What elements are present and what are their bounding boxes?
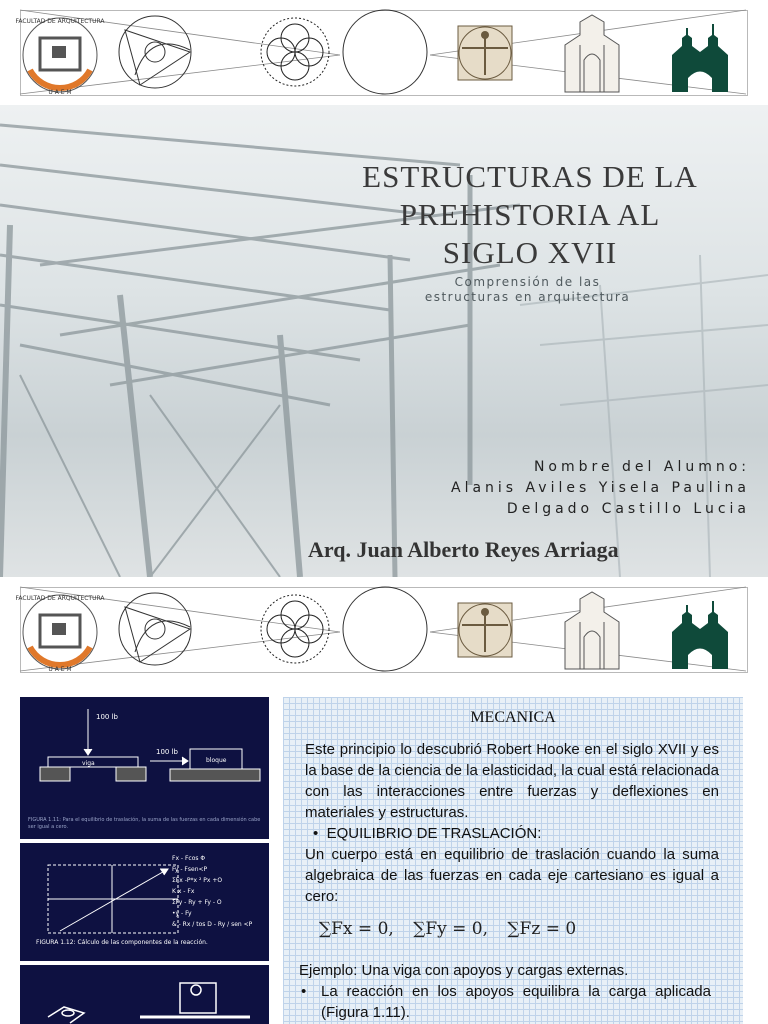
header-ornaments: [0, 0, 768, 105]
support-diagram: [20, 965, 269, 1024]
logo-icon: [15, 595, 105, 673]
church-silhouette-icon: [672, 601, 728, 669]
bullet-dot-icon: •: [313, 825, 327, 842]
svg-text:FACULTAD DE ARQUITECTURA: FACULTAD DE ARQUITECTURA: [15, 18, 105, 25]
cathedral-section-icon: [565, 15, 619, 92]
figure-caption: FIGURA 1.12: Cálculo de las componentes de la reacción.: [36, 939, 208, 946]
circle-icon: [343, 587, 427, 671]
mechanics-panel: [283, 697, 743, 1024]
subtitle-line: Comprensión de las: [454, 275, 601, 289]
formula-term: ∑Fy = 0,: [413, 919, 489, 939]
bullet-text: EQUILIBRIO DE TRASLACIÓN:: [326, 825, 542, 842]
title-line: PREHISTORIA AL: [399, 197, 661, 232]
svg-text:U A E M: U A E M: [48, 666, 72, 673]
subtitle-line: estructuras en arquitectura: [424, 290, 631, 304]
student-name: Delgado Castillo Lucia: [506, 501, 750, 517]
equation: Fx - Fcos Φ: [172, 855, 206, 862]
beam-label: viga: [82, 760, 95, 767]
vitruvian-man-icon: [458, 603, 512, 657]
section-heading: MECANICA: [470, 709, 556, 726]
figure-1-12: [20, 843, 269, 961]
figure-1-11: [20, 697, 269, 839]
load-label: 100 lb: [96, 713, 118, 721]
students-label: Nombre del Alumno:: [533, 459, 750, 475]
bullet-item: [301, 981, 711, 1023]
bullet-dot-icon: •: [301, 983, 307, 1000]
cover-subtitle: [400, 275, 655, 305]
equation: & - Rx / tos D - Ry / sen <P: [172, 921, 253, 928]
title-line: ESTRUCTURAS DE LA: [362, 159, 698, 194]
header-band-bottom: [0, 577, 768, 682]
figure-1-13: [20, 965, 269, 1024]
svg-text:U A E M: U A E M: [48, 89, 72, 96]
block-label: bloque: [206, 757, 227, 764]
header-ornaments: [0, 577, 768, 682]
load-label: 100 lb: [156, 748, 178, 756]
cathedral-section-icon: [565, 592, 619, 669]
students-block: [451, 457, 750, 520]
church-silhouette-icon: [672, 24, 728, 92]
figure-caption: FIGURA 1.11: Para el equilibrio de traslación, la suma de las fuerzas en cada dimensión cabe ser igual a cero.: [28, 817, 261, 830]
cover-section: [0, 105, 768, 577]
title-line: SIGLO XVII: [442, 235, 618, 270]
bullet-text: La reacción en los apoyos equilibra la carga aplicada (Figura 1.11).: [321, 983, 711, 1021]
professor-name: Arq. Juan Alberto Reyes Arriaga: [308, 537, 619, 562]
svg-text:FACULTAD DE ARQUITECTURA: FACULTAD DE ARQUITECTURA: [15, 595, 105, 602]
paragraph: Este principio lo descubrió Robert Hooke en el siglo XVII y es la base de la ciencia de la elasticidad, la cual está relacionada con las interacciones entre fuerzas y deflexiones en materiales y estructuras.: [305, 741, 719, 821]
vitruvian-man-icon: [458, 26, 512, 80]
paragraph: Un cuerpo está en equilibrio de traslación cuando la suma algebraica de las fuerzas en cada eje cartesiano es igual a cero:: [305, 846, 719, 905]
equation: ΣFy - Ry + Fy - O: [172, 899, 222, 906]
bullet-item: [313, 823, 541, 844]
formula-term: ∑Fz = 0: [507, 919, 577, 939]
equation: •y - Fy: [172, 910, 192, 917]
student-name: Alanis Aviles Yisela Paulina: [451, 480, 750, 496]
equations-list: [172, 853, 252, 930]
header-band-top: [0, 0, 768, 105]
circle-icon: [343, 10, 427, 94]
formula-term: ∑Fx = 0,: [319, 919, 394, 939]
cover-title: [340, 158, 720, 272]
example-text: Ejemplo: Una viga con apoyos y cargas externas.: [299, 962, 629, 979]
equation: Fy - Fsen<P: [172, 866, 208, 873]
equilibrium-formula: [319, 919, 590, 939]
equation: K x - Fx: [172, 888, 195, 895]
logo-icon: [15, 18, 105, 96]
equation: ΣFx -P*x ² Px +O: [172, 877, 223, 884]
